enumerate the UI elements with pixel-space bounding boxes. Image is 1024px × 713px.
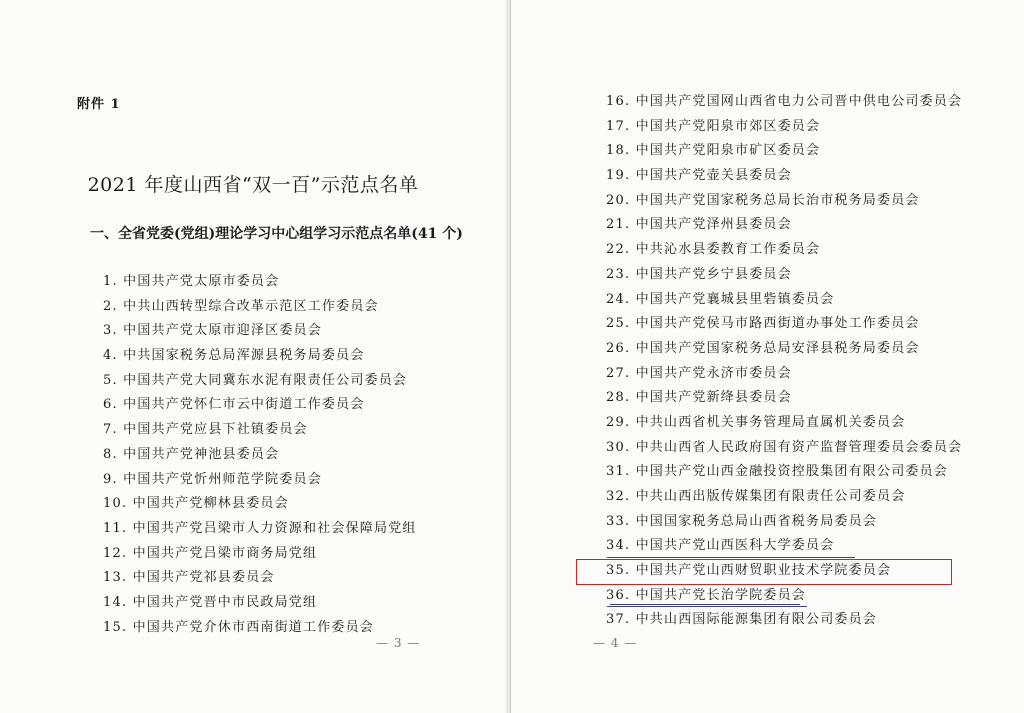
handwritten-underline [610,604,800,605]
list-item: 4. 中共国家税务总局浑源县税务局委员会 [103,348,365,364]
list-item: 7. 中国共产党应县下社镇委员会 [103,422,308,438]
list-item: 3. 中国共产党太原市迎泽区委员会 [103,323,322,339]
list-item: 24. 中国共产党襄城县里砦镇委员会 [606,291,835,307]
list-item: 13. 中国共产党祁县委员会 [103,570,275,586]
list-item: 30. 中共山西省人民政府国有资产监督管理委员会委员会 [606,439,963,455]
list-item: 36. 中国共产党长治学院委员会 [606,587,807,603]
list-item: 11. 中国共产党吕梁市人力资源和社会保障局党组 [103,520,417,536]
list-item: 27. 中国共产党永济市委员会 [606,365,792,381]
list-item: 37. 中共山西国际能源集团有限公司委员会 [606,612,878,628]
attachment-label: 附件 1 [77,97,121,112]
list-item: 8. 中国共产党神池县委员会 [103,446,280,462]
list-item: 29. 中共山西省机关事务管理局直属机关委员会 [606,414,906,430]
list-item: 1. 中国共产党太原市委员会 [103,274,280,289]
page-number-left: — 3 — [376,636,421,650]
list-item: 15. 中国共产党介休市西南街道工作委员会 [103,619,375,635]
left-item-list [103,270,417,640]
list-item: 12. 中国共产党吕梁市商务局党组 [103,545,318,561]
list-item: 20. 中国共产党国家税务总局长治市税务局委员会 [606,192,920,208]
list-item: 10. 中国共产党柳林县委员会 [103,496,289,512]
list-item: 33. 中国国家税务总局山西省税务局委员会 [606,513,878,529]
list-item: 34. 中国共产党山西医科大学委员会 [606,538,835,554]
right-item-list [606,90,962,633]
document-title: 2021 年度山西省“双一百”示范点名单 [87,174,419,196]
list-item: 21. 中国共产党泽州县委员会 [606,217,792,233]
list-item: 23. 中国共产党乡宁县委员会 [606,266,792,282]
list-item: 32. 中共山西出版传媒集团有限责任公司委员会 [606,489,906,504]
red-highlight-box [576,559,952,585]
list-item: 9. 中国共产党忻州师范学院委员会 [103,471,322,487]
list-item: 22. 中共沁水县委教育工作委员会 [606,242,821,258]
list-item: 6. 中国共产党怀仁市云中街道工作委员会 [103,397,365,413]
highlighted-list-item: 35. 中国共产党山西财贸职业技术学院委员会 [606,563,892,579]
list-item: 17. 中国共产党阳泉市郊区委员会 [606,118,821,134]
list-item: 14. 中国共产党晋中市民政局党组 [103,594,318,610]
list-item: 19. 中国共产党壶关县委员会 [606,168,792,184]
list-item: 5. 中国共产党大同冀东水泥有限责任公司委员会 [103,372,408,388]
list-item: 18. 中国共产党阳泉市矿区委员会 [606,143,821,159]
section-heading: 一、全省党委(党组)理论学习中心组学习示范点名单(41 个) [90,226,463,242]
handwritten-underline [607,606,807,607]
list-item: 16. 中国共产党国网山西省电力公司晋中供电公司委员会 [606,94,963,109]
list-item: 31. 中国共产党山西金融投资控股集团有限公司委员会 [606,464,949,480]
list-item: 25. 中国共产党侯马市路西街道办事处工作委员会 [606,316,920,332]
handwritten-underline [607,557,855,558]
list-item: 2. 中共山西转型综合改革示范区工作委员会 [103,298,379,314]
page-number-right: — 4 — [593,636,638,650]
list-item: 28. 中国共产党新绛县委员会 [606,390,792,406]
list-item: 26. 中国共产党国家税务总局安泽县税务局委员会 [606,340,920,356]
